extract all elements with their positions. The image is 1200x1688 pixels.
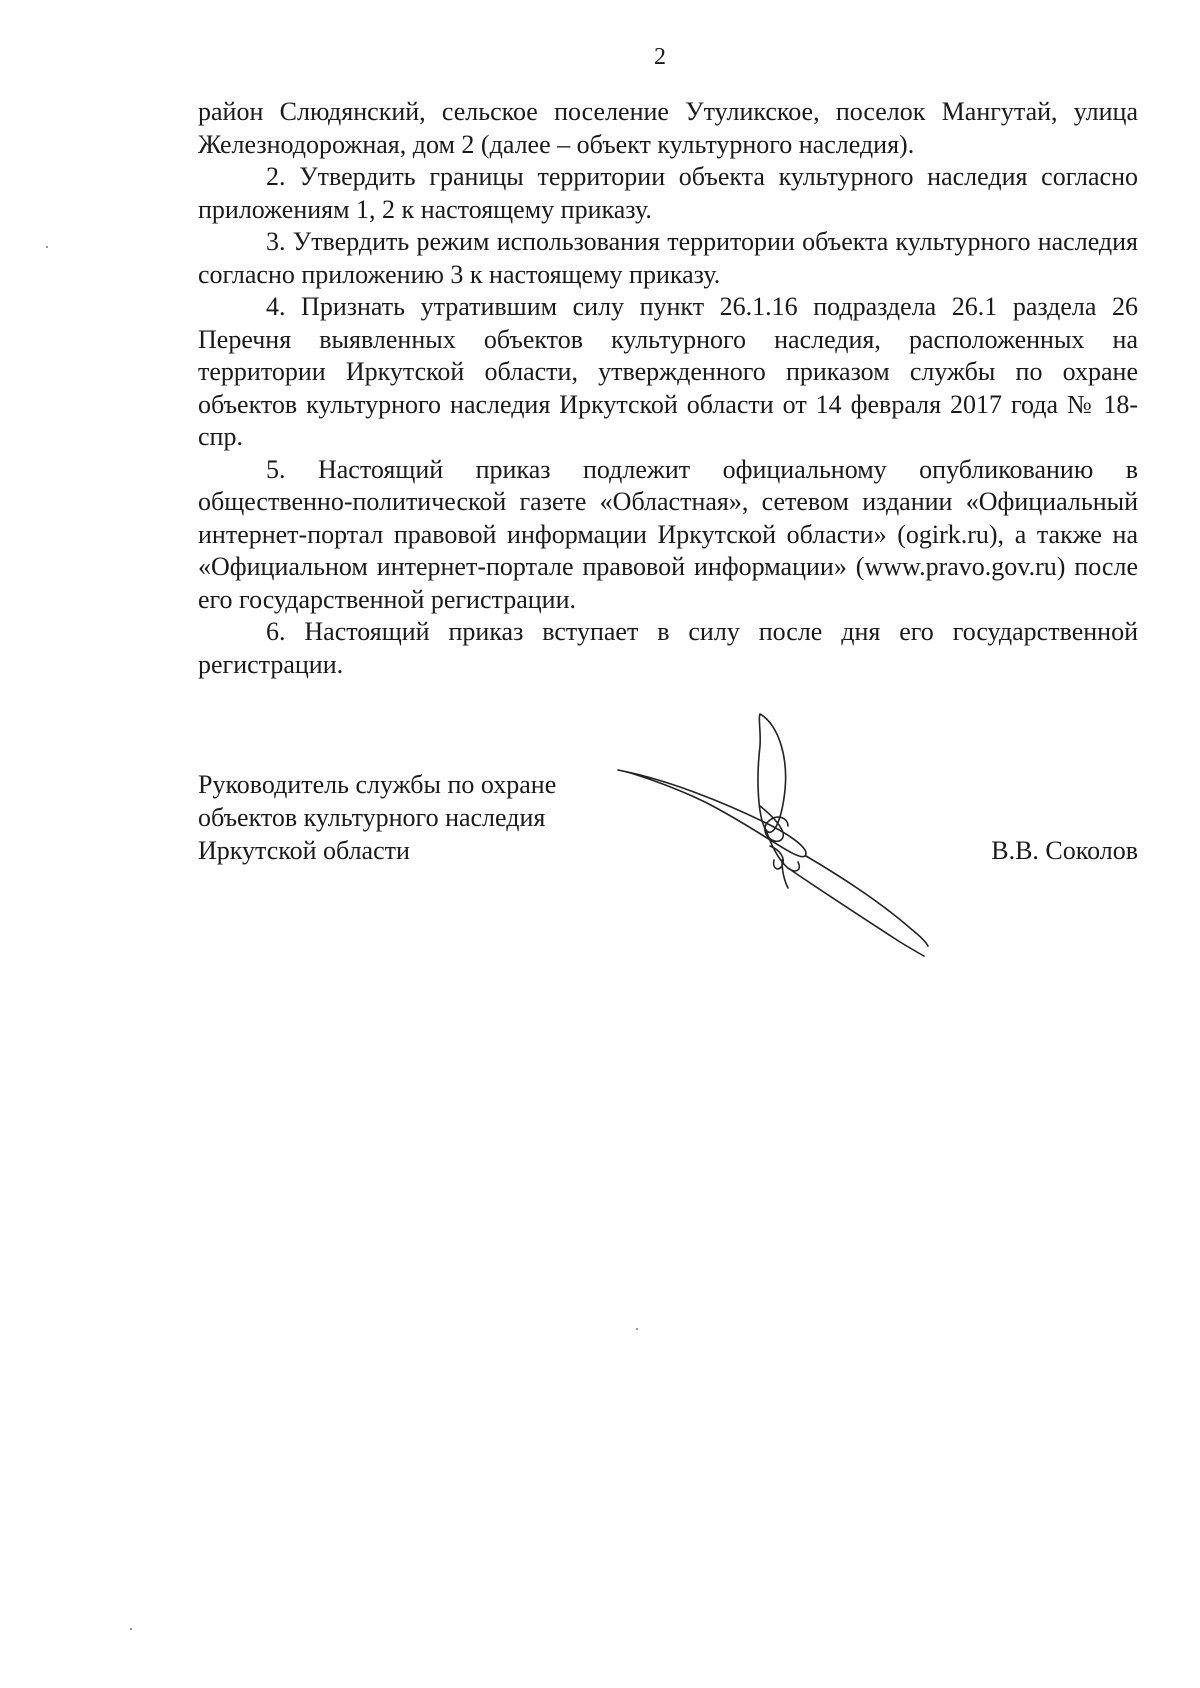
signature-block [198, 768, 1138, 867]
signatory-name: В.В. Соколов [991, 836, 1138, 865]
paragraph-item-3: 3. Утвердить режим использования территории объекта культурного наследия согласно приложению 3 к настоящему приказу. [198, 227, 1138, 289]
document-body [198, 96, 1138, 681]
signatory-position-line-1: Руководитель службы по охране [198, 770, 557, 799]
signatory-position-line-3: Иркутской области [198, 836, 410, 865]
paragraph-item-5: 5. Настоящий приказ подлежит официальному опубликованию в общественно-политической газете «Областная», сетевом издании «Официальный интернет-портал правовой информации Иркутской области» (ogirk.ru), а также на «Официальном интернет-портале правовой информации» (www.pravo.gov.ru) после его государственной регистрации. [198, 454, 1138, 614]
scan-speck [636, 1328, 638, 1330]
paragraph-item-2: 2. Утвердить границы территории объекта культурного наследия согласно приложениям 1, 2 к настоящему приказу. [198, 162, 1138, 224]
signatory-position-line-2: объектов культурного наследия [198, 803, 546, 832]
paragraph-item-6: 6. Настоящий приказ вступает в силу после дня его государственной регистрации. [198, 617, 1138, 679]
paragraph-continuation: район Слюдянский, сельское поселение Утуликское, поселок Мангутай, улица Железнодорожная, дом 2 (далее – объект культурного наследия). [198, 97, 1138, 159]
scan-speck [46, 246, 48, 248]
scan-speck [130, 1628, 132, 1630]
paragraph-item-4: 4. Признать утратившим силу пункт 26.1.16 подраздела 26.1 раздела 26 Перечня выявленных объектов культурного наследия, расположенных на территории Иркутской области, утвержденного приказом службы по охране объектов культурного наследия Иркутской области от 14 февраля 2017 года № 18-спр. [198, 292, 1138, 451]
page-number: 2 [654, 44, 666, 70]
